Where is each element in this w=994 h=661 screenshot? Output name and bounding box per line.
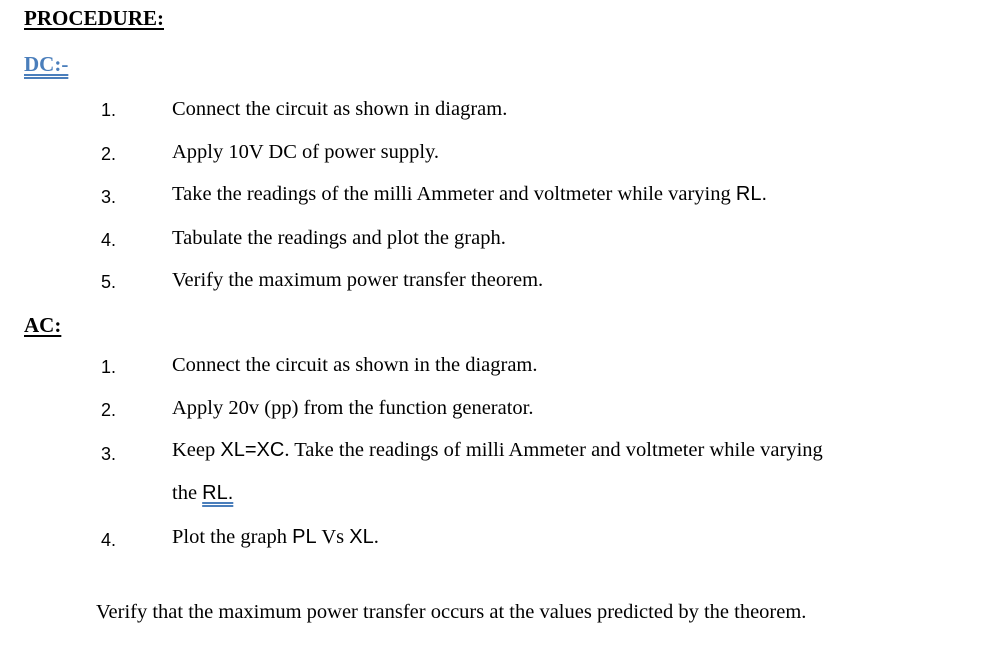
dc-step-3-text xyxy=(172,183,767,206)
ac-step-1-text: Connect the circuit as shown in the diagram. xyxy=(172,354,538,376)
dc-step-2-number: 2. xyxy=(101,144,117,164)
ac-step-4-vs: Vs xyxy=(316,526,350,548)
dc-step-4-text: Tabulate the readings and plot the graph. xyxy=(172,227,506,249)
ac-step-2-number: 2. xyxy=(101,400,117,420)
ac-step-4-prefix: Plot the graph xyxy=(172,526,293,548)
dc-heading: DC:- xyxy=(24,52,69,76)
ac-step-2-text: Apply 20v (pp) from the function generator. xyxy=(172,397,534,419)
ac-step-4-number: 4. xyxy=(101,530,117,550)
ac-step-3-main: . Take the readings of milli Ammeter and voltmeter while varying xyxy=(284,439,823,461)
rl-symbol: RL. xyxy=(735,183,767,205)
ac-step-3-number: 3. xyxy=(101,444,117,464)
ac-heading: AC: xyxy=(24,313,62,337)
ac-step-3-prefix: Keep xyxy=(172,439,221,461)
procedure-heading: PROCEDURE: xyxy=(24,6,164,30)
ac-step-3-text-line2 xyxy=(172,482,233,505)
dc-step-5-text: Verify the maximum power transfer theorem. xyxy=(172,269,544,291)
ac-step-3-text-line1 xyxy=(172,439,823,462)
rl-symbol-underlined: RL. xyxy=(202,482,234,504)
dc-step-1-text: Connect the circuit as shown in diagram. xyxy=(172,98,508,120)
dc-step-5-number: 5. xyxy=(101,272,117,292)
dc-step-2-text: Apply 10V DC of power supply. xyxy=(172,141,440,163)
dc-step-4-number: 4. xyxy=(101,230,117,250)
ac-step-4-period: . xyxy=(373,526,379,548)
dc-step-3-number: 3. xyxy=(101,187,117,207)
conclusion-text: Verify that the maximum power transfer occurs at the values predicted by the theorem. xyxy=(96,601,807,623)
pl-symbol: PL xyxy=(292,526,317,548)
ac-step-1-number: 1. xyxy=(101,357,117,377)
xl-symbol: XL xyxy=(349,526,374,548)
xl-xc-symbol: XL=XC xyxy=(220,439,285,461)
ac-step-3-line2-prefix: the xyxy=(172,482,203,504)
ac-step-4-text xyxy=(172,526,379,549)
dc-step-3-text-main: Take the readings of the milli Ammeter and voltmeter while varying xyxy=(172,183,736,205)
dc-step-1-number: 1. xyxy=(101,100,117,120)
